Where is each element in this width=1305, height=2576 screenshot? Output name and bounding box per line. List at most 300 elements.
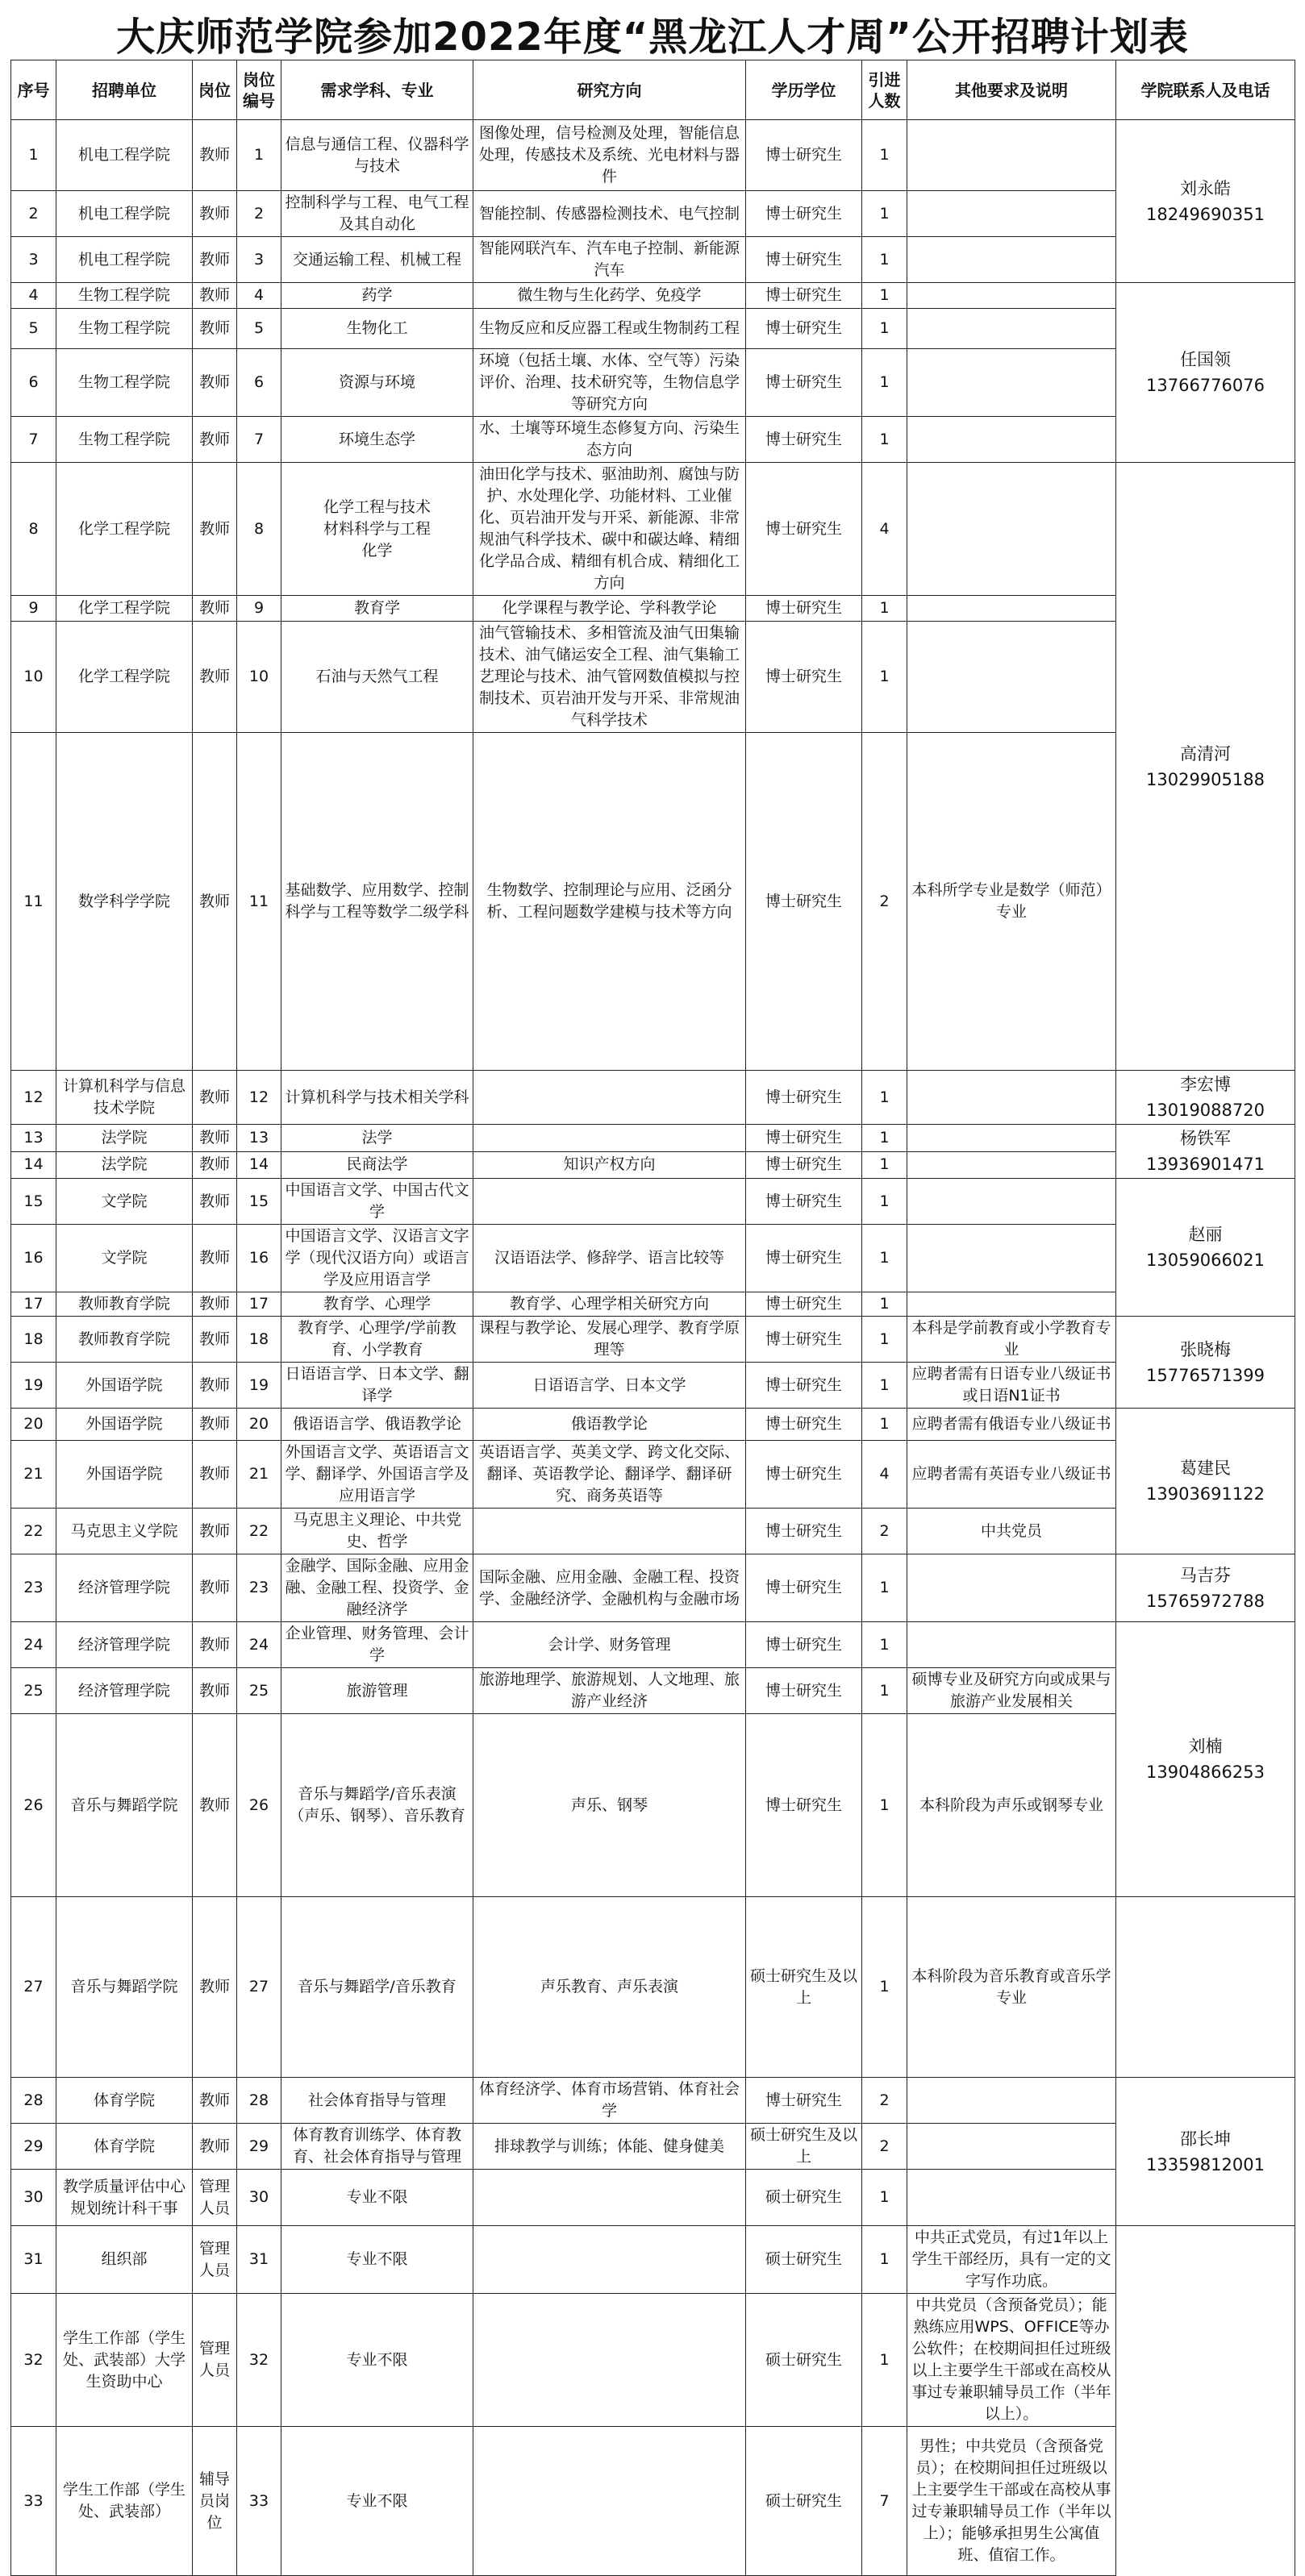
degree: 硕士研究生 xyxy=(746,2170,862,2226)
post-code: 5 xyxy=(237,309,281,349)
table-row xyxy=(11,2427,1295,2576)
degree: 博士研究生 xyxy=(746,1225,862,1292)
other-requirements: 硕博专业及研究方向或成果与旅游产业发展相关 xyxy=(907,1668,1116,1714)
contact-phone: 13903691122 xyxy=(1146,1484,1265,1504)
post-code: 11 xyxy=(237,733,281,1071)
post-type: 教师 xyxy=(193,1714,237,1897)
research-direction: 图像处理，信号检测及处理，智能信息处理，传感技术及系统、光电材料与器件 xyxy=(473,120,746,191)
college-contact xyxy=(1116,1409,1295,1554)
degree: 博士研究生 xyxy=(746,309,862,349)
research-direction: 智能网联汽车、汽车电子控制、新能源汽车 xyxy=(473,237,746,283)
post-type: 教师 xyxy=(193,1179,237,1225)
recruiting-unit: 生物工程学院 xyxy=(56,417,193,463)
table-row xyxy=(11,1292,1295,1317)
table-row xyxy=(11,1151,1295,1179)
research-direction: 课程与教学论、发展心理学、教育学原理等 xyxy=(473,1317,746,1363)
recruiting-unit: 体育学院 xyxy=(56,2124,193,2170)
table-row xyxy=(11,237,1295,283)
college-contact xyxy=(1116,1317,1295,1409)
research-direction: 排球教学与训练；体能、健身健美 xyxy=(473,2124,746,2170)
post-code: 32 xyxy=(237,2294,281,2427)
post-type: 教师 xyxy=(193,283,237,309)
other-requirements: 中共党员 xyxy=(907,1509,1116,1554)
table-header-row xyxy=(11,60,1295,120)
column-header: 岗位编号 xyxy=(237,60,281,120)
research-direction: 国际金融、应用金融、金融工程、投资学、金融经济学、金融机构与金融市场 xyxy=(473,1554,746,1622)
column-header: 研究方向 xyxy=(473,60,746,120)
headcount: 4 xyxy=(862,463,907,596)
post-code: 8 xyxy=(237,463,281,596)
other-requirements xyxy=(907,2170,1116,2226)
research-direction: 油气管输技术、多相管流及油气田集输技术、油气储运安全工程、油气集输工艺理论与技术、油气管网数值模拟与控制技术、页岩油开发与开采、非常规油气科学技术 xyxy=(473,622,746,733)
post-type: 教师 xyxy=(193,1668,237,1714)
headcount: 1 xyxy=(862,1409,907,1441)
table-row xyxy=(11,417,1295,463)
degree: 博士研究生 xyxy=(746,622,862,733)
contact-name: 邵长坤 xyxy=(1180,2129,1231,2149)
college-contact xyxy=(1116,2078,1295,2226)
contact-phone: 15776571399 xyxy=(1146,1365,1265,1385)
other-requirements xyxy=(907,1071,1116,1125)
recruiting-unit: 经济管理学院 xyxy=(56,1622,193,1668)
contact-name: 张晓梅 xyxy=(1180,1339,1231,1359)
post-type: 管理人员 xyxy=(193,2226,237,2294)
other-requirements: 应聘者需有日语专业八级证书或日语N1证书 xyxy=(907,1363,1116,1409)
recruiting-unit: 马克思主义学院 xyxy=(56,1509,193,1554)
post-code: 12 xyxy=(237,1071,281,1125)
table-row xyxy=(11,1225,1295,1292)
post-type: 教师 xyxy=(193,1292,237,1317)
table-row xyxy=(11,283,1295,309)
row-number: 29 xyxy=(11,2124,56,2170)
table-row xyxy=(11,2226,1295,2294)
post-type: 教师 xyxy=(193,417,237,463)
headcount: 1 xyxy=(862,1125,907,1152)
row-number: 27 xyxy=(11,1897,56,2078)
post-code: 25 xyxy=(237,1668,281,1714)
recruiting-unit: 机电工程学院 xyxy=(56,120,193,191)
row-number: 2 xyxy=(11,191,56,237)
required-major: 专业不限 xyxy=(281,2294,473,2427)
post-code: 23 xyxy=(237,1554,281,1622)
post-code: 10 xyxy=(237,622,281,733)
other-requirements xyxy=(907,463,1116,596)
post-type: 教师 xyxy=(193,1409,237,1441)
required-major: 马克思主义理论、中共党史、哲学 xyxy=(281,1509,473,1554)
degree: 博士研究生 xyxy=(746,237,862,283)
research-direction: 微生物与生化药学、免疫学 xyxy=(473,283,746,309)
headcount: 2 xyxy=(862,2078,907,2124)
row-number: 22 xyxy=(11,1509,56,1554)
degree: 博士研究生 xyxy=(746,1125,862,1152)
recruiting-unit: 学生工作部（学生处、武装部） xyxy=(56,2427,193,2576)
research-direction: 体育经济学、体育市场营销、体育社会学 xyxy=(473,2078,746,2124)
post-type: 教师 xyxy=(193,1317,237,1363)
post-type: 教师 xyxy=(193,1441,237,1509)
row-number: 33 xyxy=(11,2427,56,2576)
degree: 博士研究生 xyxy=(746,1441,862,1509)
headcount: 1 xyxy=(862,1554,907,1622)
other-requirements xyxy=(907,120,1116,191)
row-number: 30 xyxy=(11,2170,56,2226)
other-requirements xyxy=(907,283,1116,309)
degree: 博士研究生 xyxy=(746,120,862,191)
other-requirements xyxy=(907,1125,1116,1152)
headcount: 4 xyxy=(862,1441,907,1509)
row-number: 8 xyxy=(11,463,56,596)
research-direction: 环境（包括土壤、水体、空气等）污染评价、治理、技术研究等，生物信息学等研究方向 xyxy=(473,349,746,417)
headcount: 1 xyxy=(862,417,907,463)
post-code: 17 xyxy=(237,1292,281,1317)
college-contact xyxy=(1116,1125,1295,1179)
contact-phone: 13359812001 xyxy=(1146,2154,1265,2174)
recruiting-unit: 音乐与舞蹈学院 xyxy=(56,1897,193,2078)
table-row xyxy=(11,1125,1295,1152)
degree: 博士研究生 xyxy=(746,1317,862,1363)
research-direction: 会计学、财务管理 xyxy=(473,1622,746,1668)
contact-phone: 15765972788 xyxy=(1146,1591,1265,1611)
post-code: 21 xyxy=(237,1441,281,1509)
post-code: 16 xyxy=(237,1225,281,1292)
post-type: 教师 xyxy=(193,622,237,733)
headcount: 1 xyxy=(862,1151,907,1179)
recruiting-unit: 经济管理学院 xyxy=(56,1554,193,1622)
post-type: 教师 xyxy=(193,1225,237,1292)
college-contact xyxy=(1116,1179,1295,1317)
recruiting-unit: 学生工作部（学生处、武装部）大学生资助中心 xyxy=(56,2294,193,2427)
column-header: 引进人数 xyxy=(862,60,907,120)
table-row xyxy=(11,191,1295,237)
research-direction: 日语语言学、日本文学 xyxy=(473,1363,746,1409)
other-requirements xyxy=(907,2124,1116,2170)
contact-name: 杨铁军 xyxy=(1180,1129,1231,1148)
post-type: 教师 xyxy=(193,2078,237,2124)
required-major: 教育学、心理学/学前教育、小学教育 xyxy=(281,1317,473,1363)
headcount: 1 xyxy=(862,1897,907,2078)
row-number: 4 xyxy=(11,283,56,309)
post-type: 教师 xyxy=(193,1554,237,1622)
research-direction: 油田化学与技术、驱油助剂、腐蚀与防护、水处理化学、功能材料、工业催化、页岩油开发与开采、新能源、非常规油气科学技术、碳中和碳达峰、精细化学品合成、精细有机合成、精细化工方向 xyxy=(473,463,746,596)
post-code: 1 xyxy=(237,120,281,191)
required-major: 控制科学与工程、电气工程及其自动化 xyxy=(281,191,473,237)
required-major: 中国语言文学、中国古代文学 xyxy=(281,1179,473,1225)
post-code: 3 xyxy=(237,237,281,283)
recruiting-unit: 计算机科学与信息技术学院 xyxy=(56,1071,193,1125)
required-major: 外国语言文学、英语语言文学、翻译学、外国语言学及应用语言学 xyxy=(281,1441,473,1509)
recruiting-unit: 外国语学院 xyxy=(56,1441,193,1509)
degree: 博士研究生 xyxy=(746,417,862,463)
research-direction xyxy=(473,1179,746,1225)
post-type: 教师 xyxy=(193,596,237,622)
row-number: 25 xyxy=(11,1668,56,1714)
headcount: 1 xyxy=(862,1225,907,1292)
degree: 博士研究生 xyxy=(746,1292,862,1317)
contact-name: 李宏博 xyxy=(1180,1075,1231,1094)
post-type: 教师 xyxy=(193,237,237,283)
row-number: 6 xyxy=(11,349,56,417)
contact-phone: 13936901471 xyxy=(1146,1155,1265,1174)
headcount: 1 xyxy=(862,1714,907,1897)
degree: 博士研究生 xyxy=(746,596,862,622)
other-requirements: 男性；中共党员（含预备党员）；在校期间担任过班级以上主要学生干部或在高校从事过专兼职辅导员工作（半年以上）；能够承担男生公寓值班、值宿工作。 xyxy=(907,2427,1116,2576)
post-type: 教师 xyxy=(193,733,237,1071)
required-major: 俄语语言学、俄语教学论 xyxy=(281,1409,473,1441)
headcount: 1 xyxy=(862,1668,907,1714)
post-code: 14 xyxy=(237,1151,281,1179)
other-requirements: 中共党员（含预备党员）；能熟练应用WPS、OFFICE等办公软件；在校期间担任过班级以上主要学生干部或在高校从事过专兼职辅导员工作（半年以上）。 xyxy=(907,2294,1116,2427)
recruiting-unit: 机电工程学院 xyxy=(56,191,193,237)
recruiting-unit: 教学质量评估中心 规划统计科干事 xyxy=(56,2170,193,2226)
degree: 博士研究生 xyxy=(746,1363,862,1409)
row-number: 28 xyxy=(11,2078,56,2124)
post-type: 教师 xyxy=(193,349,237,417)
table-row xyxy=(11,596,1295,622)
college-contact xyxy=(1116,1622,1295,1897)
contact-name: 高清河 xyxy=(1180,743,1231,764)
other-requirements xyxy=(907,2078,1116,2124)
other-requirements xyxy=(907,1292,1116,1317)
required-major: 石油与天然气工程 xyxy=(281,622,473,733)
headcount: 1 xyxy=(862,309,907,349)
research-direction: 知识产权方向 xyxy=(473,1151,746,1179)
other-requirements xyxy=(907,622,1116,733)
headcount: 1 xyxy=(862,1292,907,1317)
contact-phone: 13059066021 xyxy=(1146,1251,1265,1270)
row-number: 23 xyxy=(11,1554,56,1622)
headcount: 1 xyxy=(862,283,907,309)
degree: 硕士研究生 xyxy=(746,2427,862,2576)
row-number: 17 xyxy=(11,1292,56,1317)
headcount: 1 xyxy=(862,2170,907,2226)
required-major: 法学 xyxy=(281,1125,473,1152)
required-major: 音乐与舞蹈学/音乐教育 xyxy=(281,1897,473,2078)
degree: 硕士研究生 xyxy=(746,2294,862,2427)
other-requirements xyxy=(907,309,1116,349)
row-number: 16 xyxy=(11,1225,56,1292)
table-row xyxy=(11,309,1295,349)
row-number: 14 xyxy=(11,1151,56,1179)
headcount: 1 xyxy=(862,349,907,417)
required-major: 体育教育训练学、体育教育、社会体育指导与管理 xyxy=(281,2124,473,2170)
row-number: 10 xyxy=(11,622,56,733)
required-major: 社会体育指导与管理 xyxy=(281,2078,473,2124)
research-direction: 声乐、钢琴 xyxy=(473,1714,746,1897)
table-row xyxy=(11,1409,1295,1441)
post-code: 2 xyxy=(237,191,281,237)
other-requirements: 应聘者需有俄语专业八级证书 xyxy=(907,1409,1116,1441)
research-direction: 水、土壤等环境生态修复方向、污染生态方向 xyxy=(473,417,746,463)
headcount: 1 xyxy=(862,1317,907,1363)
headcount: 1 xyxy=(862,2226,907,2294)
contact-name: 葛建民 xyxy=(1180,1459,1231,1478)
degree: 博士研究生 xyxy=(746,1668,862,1714)
recruiting-unit: 外国语学院 xyxy=(56,1363,193,1409)
other-requirements xyxy=(907,237,1116,283)
college-contact xyxy=(1116,120,1295,283)
row-number: 19 xyxy=(11,1363,56,1409)
headcount: 1 xyxy=(862,1363,907,1409)
contact-phone: 18249690351 xyxy=(1146,204,1265,224)
college-contact xyxy=(1116,1071,1295,1125)
post-code: 33 xyxy=(237,2427,281,2576)
post-type: 教师 xyxy=(193,1151,237,1179)
headcount: 1 xyxy=(862,2294,907,2427)
recruiting-unit: 化学工程学院 xyxy=(56,622,193,733)
other-requirements xyxy=(907,191,1116,237)
recruiting-unit: 生物工程学院 xyxy=(56,309,193,349)
post-code: 19 xyxy=(237,1363,281,1409)
table-row xyxy=(11,1071,1295,1125)
post-code: 30 xyxy=(237,2170,281,2226)
required-major: 金融学、国际金融、应用金融、金融工程、投资学、金融经济学 xyxy=(281,1554,473,1622)
column-header: 招聘单位 xyxy=(56,60,193,120)
required-major: 药学 xyxy=(281,283,473,309)
headcount: 1 xyxy=(862,120,907,191)
column-header: 需求学科、专业 xyxy=(281,60,473,120)
row-number: 31 xyxy=(11,2226,56,2294)
table-row xyxy=(11,463,1295,596)
degree: 博士研究生 xyxy=(746,1179,862,1225)
recruiting-unit: 教师教育学院 xyxy=(56,1317,193,1363)
post-code: 29 xyxy=(237,2124,281,2170)
degree: 硕士研究生及以上 xyxy=(746,2124,862,2170)
other-requirements: 本科是学前教育或小学教育专业 xyxy=(907,1317,1116,1363)
row-number: 18 xyxy=(11,1317,56,1363)
research-direction: 俄语教学论 xyxy=(473,1409,746,1441)
required-major: 民商法学 xyxy=(281,1151,473,1179)
headcount: 1 xyxy=(862,237,907,283)
contact-name: 赵丽 xyxy=(1188,1225,1223,1244)
other-requirements xyxy=(907,1554,1116,1622)
row-number: 7 xyxy=(11,417,56,463)
post-type: 教师 xyxy=(193,1897,237,2078)
degree: 博士研究生 xyxy=(746,1714,862,1897)
required-major: 环境生态学 xyxy=(281,417,473,463)
column-header: 序号 xyxy=(11,60,56,120)
research-direction xyxy=(473,1071,746,1125)
other-requirements: 中共正式党员，有过1年以上学生干部经历，具有一定的文字写作功底。 xyxy=(907,2226,1116,2294)
post-type: 教师 xyxy=(193,1509,237,1554)
required-major: 生物化工 xyxy=(281,309,473,349)
required-major: 专业不限 xyxy=(281,2427,473,2576)
post-type: 教师 xyxy=(193,191,237,237)
college-contact xyxy=(1116,283,1295,463)
required-major: 音乐与舞蹈学/音乐表演（声乐、钢琴）、音乐教育 xyxy=(281,1714,473,1897)
row-number: 26 xyxy=(11,1714,56,1897)
headcount: 1 xyxy=(862,622,907,733)
other-requirements: 应聘者需有英语专业八级证书 xyxy=(907,1441,1116,1509)
post-code: 31 xyxy=(237,2226,281,2294)
table-row xyxy=(11,1509,1295,1554)
degree: 博士研究生 xyxy=(746,1151,862,1179)
row-number: 1 xyxy=(11,120,56,191)
required-major: 日语语言学、日本文学、翻译学 xyxy=(281,1363,473,1409)
headcount: 7 xyxy=(862,2427,907,2576)
contact-name: 马吉芬 xyxy=(1180,1565,1231,1585)
research-direction: 声乐教育、声乐表演 xyxy=(473,1897,746,2078)
contact-phone: 13904866253 xyxy=(1146,1762,1265,1783)
post-code: 20 xyxy=(237,1409,281,1441)
row-number: 32 xyxy=(11,2294,56,2427)
contact-phone: 13766776076 xyxy=(1146,376,1265,395)
recruiting-unit: 音乐与舞蹈学院 xyxy=(56,1714,193,1897)
recruiting-unit: 组织部 xyxy=(56,2226,193,2294)
other-requirements xyxy=(907,1225,1116,1292)
post-code: 7 xyxy=(237,417,281,463)
contact-name: 刘楠 xyxy=(1188,1737,1223,1757)
headcount: 1 xyxy=(862,1071,907,1125)
research-direction: 智能控制、传感器检测技术、电气控制 xyxy=(473,191,746,237)
required-major: 旅游管理 xyxy=(281,1668,473,1714)
research-direction xyxy=(473,2294,746,2427)
table-row xyxy=(11,2294,1295,2427)
contact-phone: 13019088720 xyxy=(1146,1101,1265,1120)
table-row xyxy=(11,1668,1295,1714)
table-row xyxy=(11,1179,1295,1225)
page-title: 大庆师范学院参加2022年度“黑龙江人才周”公开招聘计划表 xyxy=(116,15,1189,60)
degree: 博士研究生 xyxy=(746,1509,862,1554)
post-code: 28 xyxy=(237,2078,281,2124)
research-direction xyxy=(473,2226,746,2294)
other-requirements: 本科所学专业是数学（师范）专业 xyxy=(907,733,1116,1071)
recruiting-unit: 生物工程学院 xyxy=(56,283,193,309)
recruiting-unit: 外国语学院 xyxy=(56,1409,193,1441)
other-requirements xyxy=(907,1151,1116,1179)
post-code: 27 xyxy=(237,1897,281,2078)
headcount: 1 xyxy=(862,191,907,237)
post-code: 24 xyxy=(237,1622,281,1668)
recruiting-unit: 文学院 xyxy=(56,1225,193,1292)
post-type: 教师 xyxy=(193,2124,237,2170)
row-number: 21 xyxy=(11,1441,56,1509)
required-major: 化学工程与技术 材料科学与工程 化学 xyxy=(281,463,473,596)
recruiting-unit: 教师教育学院 xyxy=(56,1292,193,1317)
headcount: 1 xyxy=(862,1622,907,1668)
table-row xyxy=(11,622,1295,733)
post-code: 22 xyxy=(237,1509,281,1554)
row-number: 12 xyxy=(11,1071,56,1125)
headcount: 2 xyxy=(862,733,907,1071)
post-type: 教师 xyxy=(193,1125,237,1152)
required-major: 信息与通信工程、仪器科学与技术 xyxy=(281,120,473,191)
college-contact xyxy=(1116,463,1295,1071)
required-major: 中国语言文学、汉语言文字学（现代汉语方向）或语言学及应用语言学 xyxy=(281,1225,473,1292)
table-row xyxy=(11,733,1295,1071)
required-major: 专业不限 xyxy=(281,2226,473,2294)
table-row xyxy=(11,1897,1295,2078)
research-direction: 旅游地理学、旅游规划、人文地理、旅游产业经济 xyxy=(473,1668,746,1714)
degree: 博士研究生 xyxy=(746,1071,862,1125)
table-row xyxy=(11,1714,1295,1897)
recruiting-unit: 文学院 xyxy=(56,1179,193,1225)
other-requirements: 本科阶段为音乐教育或音乐学专业 xyxy=(907,1897,1116,2078)
recruiting-unit: 数学科学学院 xyxy=(56,733,193,1071)
column-header: 其他要求及说明 xyxy=(907,60,1116,120)
table-row xyxy=(11,2124,1295,2170)
table-row xyxy=(11,2078,1295,2124)
degree: 硕士研究生及以上 xyxy=(746,1897,862,2078)
column-header: 岗位 xyxy=(193,60,237,120)
headcount: 2 xyxy=(862,2124,907,2170)
post-type: 辅导员岗位 xyxy=(193,2427,237,2576)
required-major: 基础数学、应用数学、控制科学与工程等数学二级学科 xyxy=(281,733,473,1071)
post-type: 管理人员 xyxy=(193,2170,237,2226)
post-type: 教师 xyxy=(193,309,237,349)
post-code: 13 xyxy=(237,1125,281,1152)
required-major: 专业不限 xyxy=(281,2170,473,2226)
research-direction: 生物数学、控制理论与应用、泛函分析、工程问题数学建模与技术等方向 xyxy=(473,733,746,1071)
column-header: 学历学位 xyxy=(746,60,862,120)
